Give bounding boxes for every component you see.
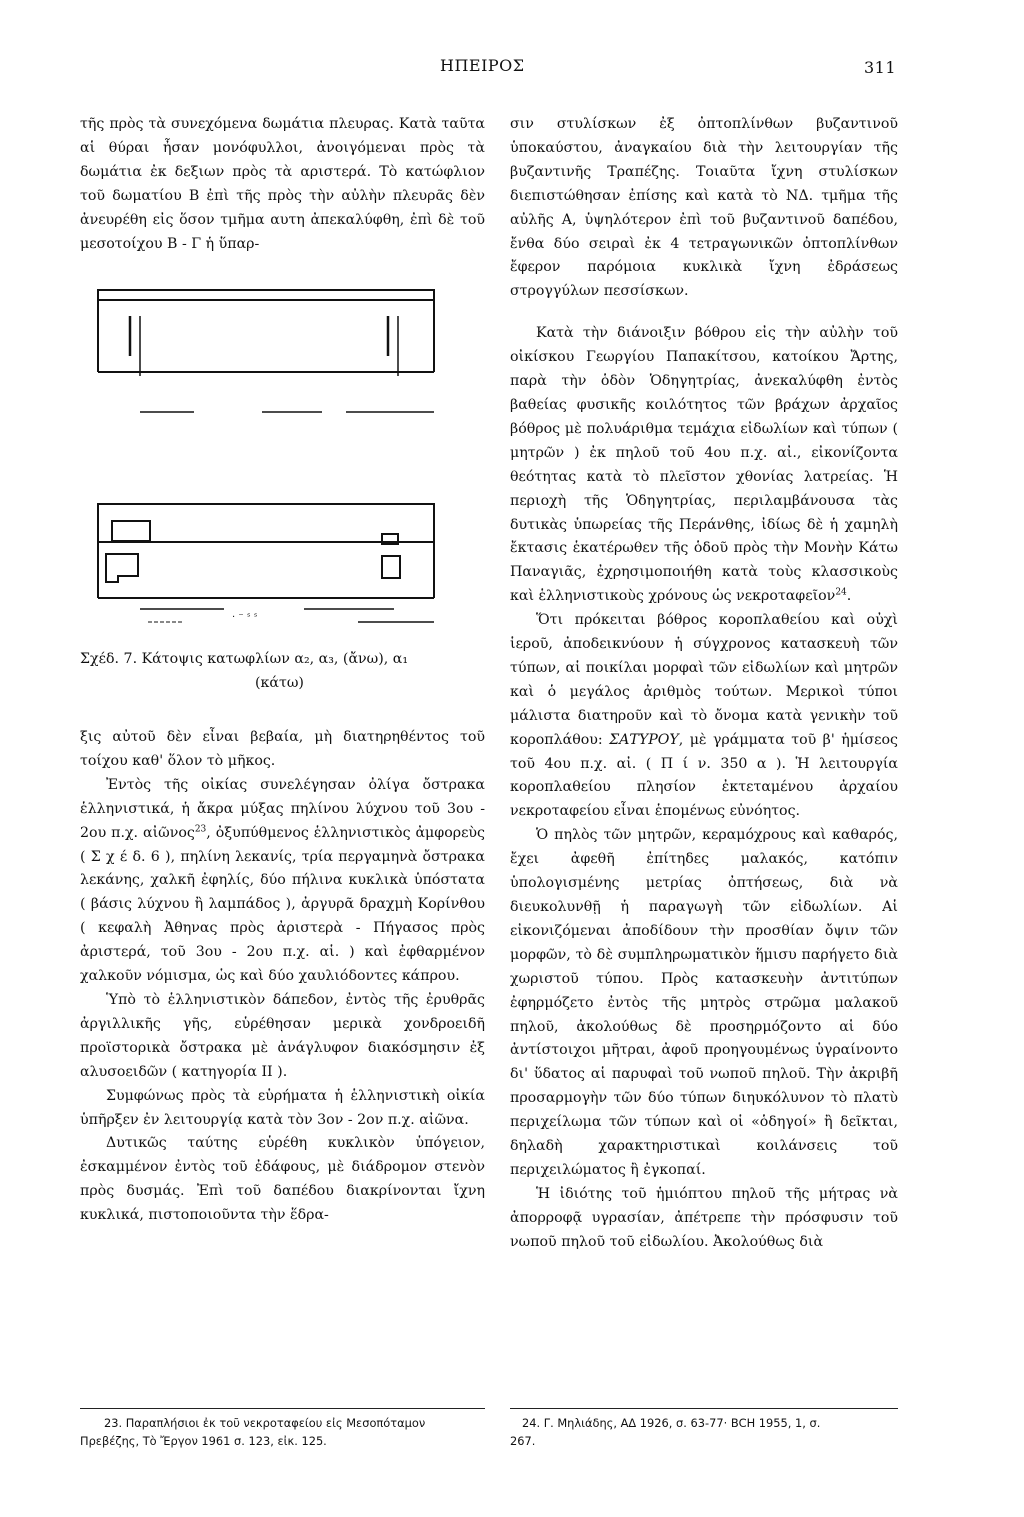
caption-line-1: Σχέδ. 7. Κάτοψις κατωφλίων α₂, α₃, (ἄνω), α₁	[80, 651, 409, 667]
threshold-top-slab	[98, 290, 434, 300]
paragraph: Δυτικῶς ταύτης εὑρέθη κυκλικὸν ὑπόγειον, ἐσκαμμένον ἐντὸς τοῦ ἐδάφους, μὲ διάδρομον στενὸν πρὸς δυσμάς. Ἐπὶ τοῦ δαπέδου διακρίνονται ἴχνη κυκλικά, πιστοποιοῦντα τὴν ἕδρα-	[80, 1135, 485, 1224]
paragraph: Ἐντὸς τῆς οἰκίας συνελέγησαν ὀλίγα ὄστρακα ἑλληνιστικά, ἡ ἄκρα μύξας πηλίνου λύχνου τοῦ 3ου - 2ου π.χ. αἰῶνος$^{23}$, ὀξυπύθμενος ἑλληνιστικὸς ἀμφορεὺς ( Σ χ έ δ. 6 ), πηλίνη λεκανίς, τρία περγαμηνὰ ὄστρακα λεκάνης, χαλκῆ ἐφηλίς, δύο πήλινα κυκλικὰ ὑπόστατα ( βάσις λύχνου ἢ λαμπάδος ), ἀργυρᾶ δραχμὴ Κορίνθου ( κεφαλὴ Ἀθηνας πρὸς ἀριστερὰ - Πήγασος πρὸς ἀριστερά, τοῦ 3ου - 2ου π.χ. αἱ. ) καὶ ἐφθαρμένον χαλκοῦν νόμισμα, ὡς καὶ δύο χαυλιόδοντες κάπρου.	[80, 776, 486, 985]
figure-threshold-plan	[82, 276, 442, 636]
figure-caption	[80, 648, 485, 696]
running-header-title: ΗΠΕΙΡΟΣ	[440, 56, 525, 75]
paragraph: ξις αὐτοῦ δὲν εἶναι βεβαία, μὴ διατηρηθέντος τοῦ τοίχου καθ' ὅλον τὸ μῆκος.	[80, 729, 485, 769]
footnote-separator-right	[510, 1408, 898, 1409]
figure-small-label: · ⁻ ˢ ˢ	[232, 612, 258, 623]
footnote-23: 23. Παραπλήσιοι ἐκ τοῦ νεκροταφείου εἰς Μεσοπόταμον Πρεβέζης, Τὸ Ἔργον 1961 σ. 123, εἰκ. 125.	[80, 1416, 426, 1448]
paragraph: σιν στυλίσκων ἐξ ὀπτοπλίνθων βυζαντινοῦ ὑποκαύστου, ἀναγκαίου διὰ τὴν λειτουργίαν τῆς βυζαντινῆς Τραπέζης. Τοιαῦτα ἴχνη στυλίσκων διεπιστώθησαν ἐπίσης καὶ κατὰ τὸ ΝΔ. τμῆμα τῆς αὐλῆς Α, ὑψηλότερον ἐπὶ τοῦ βυζαντινοῦ δαπέδου, ἔνθα δύο σειραὶ ἐκ 4 τετραγωνικῶν ὀπτοπλίνθων ἔφερον παρόμοια κυκλικὰ ἴχνη ἐδράσεως στρογγύλων πεσσίσκων.	[510, 116, 898, 300]
paragraph: τῆς πρὸς τὰ συνεχόμενα δωμάτια πλευρας. Κατὰ ταῦτα αἱ θύραι ἦσαν μονόφυλλοι, ἀνοιγόμεναι πρὸς τὰ δωμάτια ἐκ δεξιων πρὸς τὰ αριστερά. Τὸ κατώφλιον τοῦ δωματίου Β ἐπὶ τῆς πρὸς τὴν αὐλὴν πλευρᾶς δὲν ἀνευρέθη εἰς ὅσον τμῆμα αυτη ἀπεκαλύφθη, ἐπὶ δὲ τοῦ μεσοτοίχου Β - Γ ἡ ὕπαρ-	[80, 116, 485, 252]
footnote-ref-24: 24	[835, 587, 847, 598]
paragraph: Κατὰ τὴν διάνοιξιν βόθρου εἰς τὴν αὐλὴν τοῦ οἰκίσκου Γεωργίου Παπακίτσου, κατοίκου Ἄρτης, παρὰ τὴν ὁδὸν Ὁδηγητρίας, ἀνεκαλύφθη ἐντὸς βαθείας φυσικῆς κοιλότητος τῶν βράχων ἀρχαῖος βόθρος μὲ πολυάριθμα τεμάχια εἰδωλίων καὶ τύπων ( μητρῶν ) ἐκ πηλοῦ τοῦ 4ου π.χ. αἰ., εἰκονίζοντα θεότητας κατὰ τὸ πλεῖστον χθονίας λατρείας. Ἡ περιοχὴ τῆς Ὁδηγητρίας, περιλαμβάνουσα τὰς δυτικὰς ὑπωρείας τῆς Περάνθης, ἰδίως δὲ ἡ χαμηλὴ ἔκτασις ἑκατέρωθεν τῆς ὁδοῦ πρὸς τὴν Μονὴν Κάτω Παναγιᾶς, ἐχρησιμοποιήθη κατὰ τοὺς κλασσικοὺς καὶ ἑλληνιστικοὺς χρόνους ὡς νεκροταφεῖον$^{24}$.	[510, 325, 898, 605]
paragraph: Ὅτι πρόκειται βόθρος κοροπλαθείου καὶ οὐχὶ ἱεροῦ, ἀποδεικνύουν ἡ σύγχρονος κατασκευὴ τῶν τύπων, αἱ ποικίλαι μορφαὶ τῶν εἰδωλίων καὶ μητρῶν καὶ ὁ μεγάλος ἀριθμὸς τούτων. Μερικοὶ τύποι μάλιστα διατηροῦν καὶ τὸ ὄνομα κατὰ γενικὴν τοῦ κοροπλάθου: ΣΑΤΥΡΟΥ, μὲ γράμματα τοῦ β' ἡμίσεος τοῦ 4ου π.χ. αἰ. ( Π ί ν. 350 α ). Ἡ λειτουργία κοροπλαθείου πλησίον ἐκτεταμένου ἀρχαίου νεκροταφείου εἶναι ἑπομένως εὐνόητος.	[510, 612, 899, 820]
paragraph: Ἡ ἰδιότης τοῦ ἡμιόπτου πηλοῦ τῆς μήτρας νὰ ἀπορροφᾷ υγρασίαν, ἀπέτρεπε τὴν πρόσφυσιν τοῦ νωποῦ πηλοῦ τοῦ εἰδωλίου. Ἀκολούθως διὰ	[510, 1185, 898, 1250]
paragraph: Συμφώνως πρὸς τὰ εὑρήματα ἡ ἑλληνιστικὴ οἰκία ὑπῆρξεν ἐν λειτουργίᾳ κατὰ τὸν 3ον - 2ον π.χ. αἰῶνα.	[80, 1087, 485, 1128]
left-column-bottom	[80, 726, 485, 1228]
left-column-top	[80, 113, 485, 256]
socket-right	[382, 556, 400, 578]
caption-line-2: (κάτω)	[255, 674, 304, 691]
footnote-24: 24. Γ. Μηλιάδης, ΑΔ 1926, σ. 63-77· ΒCH 1955, 1, σ. 267.	[510, 1416, 821, 1448]
footnote-ref-23: 23	[194, 823, 207, 834]
page-number: 311	[864, 58, 897, 77]
right-column	[510, 113, 898, 1255]
footnote-separator-left	[80, 1408, 485, 1409]
paragraph: Ὁ πηλὸς τῶν μητρῶν, κεραμόχρους καὶ καθαρός, ἔχει ἀφεθῆ ἐπίτηδες μαλακός, κατόπιν ὑπολογισμένης μετρίας ὀπτήσεως, διὰ νὰ διευκολυνθῇ ἡ παραγωγὴ τῶν εἰδωλίων. Αἱ εἰκονιζόμεναι ἀποδίδουν τὴν προσθίαν ὄψιν τῶν μορφῶν, τὸ δὲ συμπληρωματικὸν ἥμισυ παρήγετο διὰ χωριστοῦ τύπου. Πρὸς κατασκευὴν ἀντιτύπων ἐφηρμόζετο ἐντὸς τῆς μητρὸς στρῶμα μαλακοῦ πηλοῦ, ἀκολούθως δὲ προσηρμόζοντο αἱ δύο ἀντίστοιχοι μῆτραι, ἀφοῦ προηγουμένως ὑγραίνοντο δι' ὕδατος αἱ παρυφαὶ τοῦ νωποῦ πηλοῦ. Τὴν ἀκριβῆ προσαρμογὴν τῶν δύο τύπων διηυκόλυνον τὸ πλατὺ περιχείλωμα τῶν τύπων καὶ οἱ «ὁδηγοί» ἢ δεῖκται, δηλαδὴ χαρακτηριστικαὶ κοιλάνσεις τοῦ περιχειλώματος ἢ ἐγκοπαί.	[510, 827, 898, 1178]
paragraph: Ὑπὸ τὸ ἑλληνιστικὸν δάπεδον, ἐντὸς τῆς ἐρυθρᾶς ἀργιλλικῆς γῆς, εὑρέθησαν μερικὰ χονδροειδῆ προϊστορικὰ ὄστρακα μὲ ἀνάγλυφον διακόσμησιν ἐξ αλυσοειδῶν ( κατηγορία II ).	[80, 991, 485, 1080]
inscribed-name: ΣΑΤΥΡΟΥ	[609, 731, 679, 748]
socket-left	[106, 554, 138, 582]
threshold-bottom-slab	[98, 504, 434, 542]
